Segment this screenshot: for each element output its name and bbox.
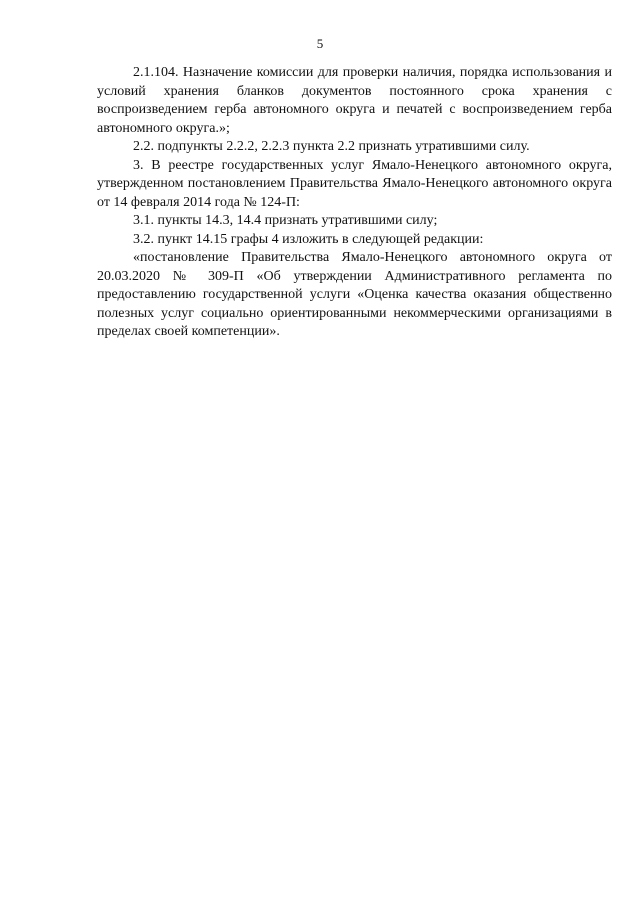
document-body	[97, 64, 612, 342]
page-number: 5	[316, 36, 324, 51]
paragraph-3: 3. В реестре государственных услуг Ямало-Ненецкого автономного округа, утвержденном постановлением Правительства Ямало-Ненецкого автономного округа от 14 февраля 2014 года № 124-П:	[97, 157, 612, 210]
paragraph-2-2: 2.2. подпункты 2.2.2, 2.2.3 пункта 2.2 признать утратившими силу.	[133, 139, 530, 154]
paragraph-2-1-104: 2.1.104. Назначение комиссии для проверки наличия, порядка использования и условий хранения бланков документов постоянного срока хранения с воспроизведением герба автономного округа и печатей с воспроизведением герба автономного округа.»;	[97, 65, 612, 136]
paragraph-quote: «постановление Правительства Ямало-Ненецкого автономного округа от 20.03.2020 № 309-П «Об утверждении Административного регламента по предоставлению государственной услуги «Оценка качества оказания общественно полезных услуг социально ориентированными некоммерческими организациями в пределах своей компетенции».	[97, 250, 612, 339]
paragraph-3-1: 3.1. пункты 14.3, 14.4 признать утратившими силу;	[133, 213, 438, 228]
paragraph-3-2: 3.2. пункт 14.15 графы 4 изложить в следующей редакции:	[133, 231, 484, 247]
